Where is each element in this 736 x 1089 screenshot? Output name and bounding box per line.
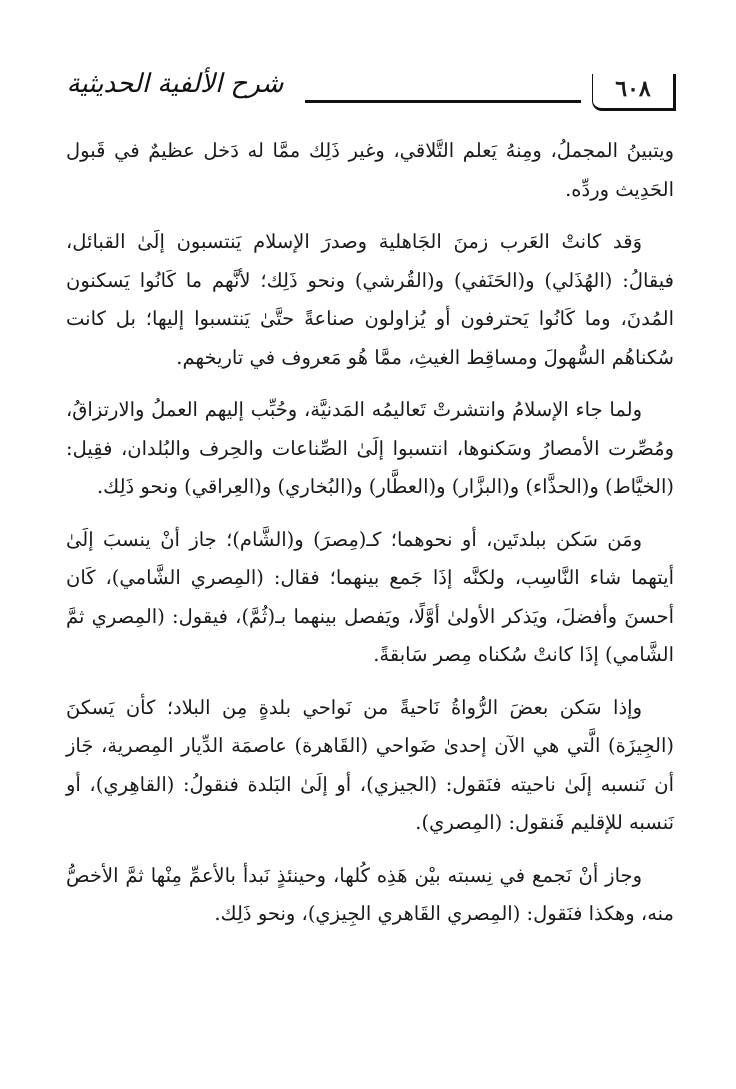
paragraph-3: ولما جاء الإسلامُ وانتشرتْ تَعاليمُه المَدنيَّة، وحُبِّب إليهم العملُ والارتزاقُ، ومُصِّرت الأمصارُ وسَكنوها، انتسبوا إلَىٰ الصِّناعات والحِرف والبُلدان، فقِيل: (الخيَّاط) و(الحذَّاء) و(البزَّار) و(العطَّار) و(البُخاري) و(العِراقي) ونحو ذَلِك.: [66, 398, 674, 498]
running-title: شرح الألفية الحديثية: [66, 69, 284, 99]
page-header: [60, 58, 676, 118]
paragraph-1: ويتبينُ المجملُ، ومِنهُ يَعلم التَّلاقي، وغير ذَلِك ممَّا له دَخل عظيمٌ في قَبول الحَدِيث وردِّه.: [66, 139, 674, 201]
page-number: ٦٠٨: [592, 74, 676, 111]
header-rule: [305, 100, 581, 103]
body-text: [66, 132, 674, 948]
paragraph-6: وجاز أنْ نَجمع في نِسبته بيْن هَذِه كُلها، وحينئذٍ نَبدأ بالأعمِّ مِنْها ثمَّ الأخصُّ منه، وهكذا فنَقول: (المِصري القَاهري الجِيزي)، ونحو ذَلِك.: [66, 863, 674, 925]
paragraph-2: وَقد كانتْ العَرب زمنَ الجَاهلية وصدرَ الإسلام يَنتسبون إلَىٰ القبائل، فيقالُ: (الهُذَلي) و(الحَنَفي) و(القُرشي) ونحو ذَلِك؛ لأنَّهم ما كَانُوا يَسكنون المُدنَ، وما كَانُوا يَحترفون أو يُزاولون صناعةً حتَّىٰ يَنتسبوا إليها؛ بل كانت سُكناهُم السُّهولَ ومساقِط الغيثِ، ممَّا هُو مَعروف في تاريخهم.: [66, 230, 674, 369]
paragraph-4: ومَن سَكن ببلدتَين، أو نحوهما؛ كـ(مِصرَ) و(الشَّام)؛ جاز أنْ ينسبَ إلَىٰ أيتهما شاء النَّاسِب، ولكنَّه إذَا جَمع بينهما؛ فقال: (المِصري الشَّامي)، كَان أحسنَ وأفضلَ، ويَذكر الأولىٰ أوَّلًا، ويَفصل بينهما بـ(ثُمَّ)، فيقول: (المِصري ثمَّ الشَّامي) إذَا كانتْ سُكناه مِصر سَابقةً.: [66, 527, 674, 666]
paragraph-5: وإذا سَكن بعضَ الرُّواةُ نَاحيةً من نَواحي بلدةٍ مِن البلاد؛ كأن يَسكنَ (الجِيزَة) الَّتي هي الآن إحدىٰ ضَواحي (القَاهرة) عاصمَة الدِّيار المِصرية، جَاز أن نَنسبه إلَىٰ ناحيته فنَقول: (الجيزي)، أو إلَىٰ البَلدة فنقولُ: (القاهِري)، أو نَنسبه للإقليم فَنقول: (المِصري).: [66, 695, 674, 834]
